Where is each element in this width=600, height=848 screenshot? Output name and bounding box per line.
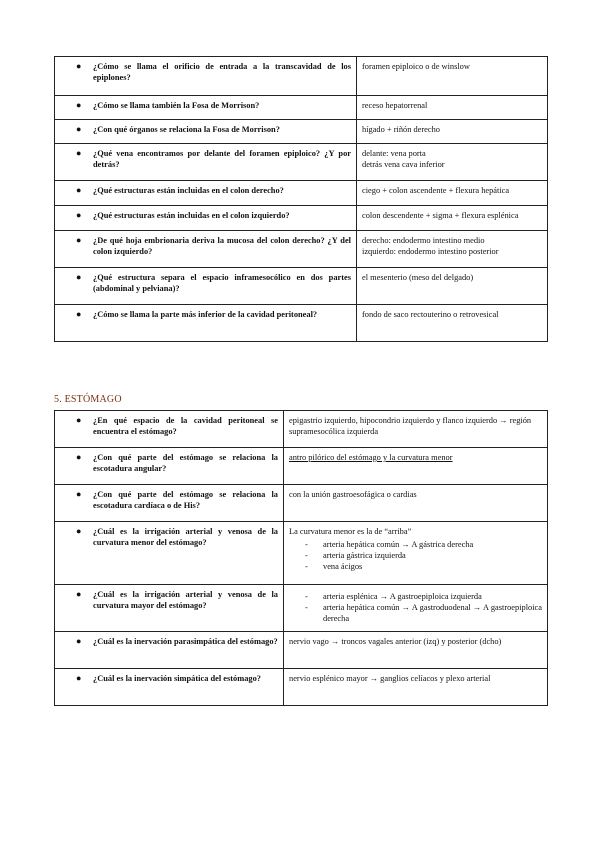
bullet-icon: ●	[76, 272, 82, 282]
anatomy-qa-table-stomach	[54, 410, 548, 706]
table-row	[55, 144, 548, 181]
question-cell: ● ¿Cuál es la irrigación arterial y venosa de la curvatura menor del estómago?	[55, 522, 284, 585]
bullet-icon: ●	[76, 489, 82, 499]
answer-cell: nervio esplénico mayor → ganglios celíacos y plexo arterial	[284, 669, 548, 706]
question-cell: ● ¿Qué vena encontramos por delante del foramen epiploico? ¿Y por detrás?	[55, 144, 357, 181]
question-cell: ● ¿Qué estructuras están incluidas en el colon izquierdo?	[55, 206, 357, 231]
table-row	[55, 120, 548, 144]
bullet-icon: ●	[76, 673, 82, 683]
bullet-icon: ●	[76, 100, 82, 110]
answer-cell: epigastrio izquierdo, hipocondrio izquierdo y flanco izquierdo → región supramesocólica izquierda	[284, 411, 548, 448]
question-cell: ● ¿Cuál es la inervación simpática del estómago?	[55, 669, 284, 706]
bullet-icon: ●	[76, 589, 82, 599]
bullet-icon: ●	[76, 185, 82, 195]
bullet-icon: ●	[76, 452, 82, 462]
table-row	[55, 448, 548, 485]
list-item: - vena ácigos	[323, 562, 542, 573]
question-cell: ● ¿Qué estructura separa el espacio inframesocólico en dos partes (abdominal y pelviana)?	[55, 268, 357, 305]
answer-cell: colon descendente + sigma + flexura esplénica	[357, 206, 548, 231]
answer-cell: nervio vago → troncos vagales anterior (izq) y posterior (dcho)	[284, 632, 548, 669]
bullet-icon: ●	[76, 61, 82, 71]
bullet-icon: ●	[76, 148, 82, 158]
table-row	[55, 522, 548, 585]
table-row	[55, 57, 548, 96]
list-item: - arteria esplénica → A gastroepiploica izquierda	[323, 592, 542, 603]
answer-cell: fondo de saco rectouterino o retrovesical	[357, 305, 548, 342]
table-row	[55, 231, 548, 268]
question-cell: ● ¿Cómo se llama el orificio de entrada a la transcavidad de los epiplones?	[55, 57, 357, 96]
bullet-icon: ●	[76, 124, 82, 134]
answer-cell: ciego + colon ascendente + flexura hepática	[357, 181, 548, 206]
bullet-icon: ●	[76, 415, 82, 425]
bullet-icon: ●	[76, 210, 82, 220]
answer-cell: hígado + riñón derecho	[357, 120, 548, 144]
question-cell: ● ¿Cómo se llama también la Fosa de Morrison?	[55, 96, 357, 120]
question-cell: ● ¿Con qué órganos se relaciona la Fosa de Morrison?	[55, 120, 357, 144]
answer-cell: el mesenterio (meso del delgado)	[357, 268, 548, 305]
answer-cell: delante: vena porta detrás vena cava inferior	[357, 144, 548, 181]
dash-list	[289, 592, 542, 625]
question-cell: ● ¿Cómo se llama la parte más inferior de la cavidad peritoneal?	[55, 305, 357, 342]
answer-cell: con la unión gastroesofágica o cardias	[284, 485, 548, 522]
table-row	[55, 585, 548, 632]
question-cell: ● ¿Con qué parte del estómago se relaciona la escotadura angular?	[55, 448, 284, 485]
answer-cell: foramen epiploico o de winslow	[357, 57, 548, 96]
table-row	[55, 96, 548, 120]
question-cell: ● ¿De qué hoja embrionaria deriva la mucosa del colon derecho? ¿Y del colon izquierdo?	[55, 231, 357, 268]
question-cell: ● ¿Cuál es la inervación parasimpática del estómago?	[55, 632, 284, 669]
answer-cell: La curvatura menor es la de “arriba” - arteria hepática común → A gástrica derecha - arteria gástrica izquierda - vena ácigos	[284, 522, 548, 585]
question-cell: ● ¿Qué estructuras están incluidas en el colon derecho?	[55, 181, 357, 206]
table-row	[55, 411, 548, 448]
table-row	[55, 485, 548, 522]
question-cell: ● ¿Con qué parte del estómago se relaciona la escotadura cardíaca o de His?	[55, 485, 284, 522]
table-row	[55, 669, 548, 706]
question-cell: ● ¿En qué espacio de la cavidad peritoneal se encuentra el estómago?	[55, 411, 284, 448]
list-item: - arteria hepática común → A gástrica derecha	[323, 540, 542, 551]
anatomy-qa-table-peritoneum	[54, 56, 548, 342]
answer-cell: antro pilórico del estómago y la curvatura menor	[284, 448, 548, 485]
answer-cell	[284, 585, 548, 632]
answer-cell: derecho: endodermo intestino medio izquierdo: endodermo intestino posterior	[357, 231, 548, 268]
question-cell: ● ¿Cuál es la irrigación arterial y venosa de la curvatura mayor del estómago?	[55, 585, 284, 632]
table-row	[55, 206, 548, 231]
list-item: - arteria hepática común → A gastroduodenal → A gastroepiploica derecha	[323, 603, 542, 625]
bullet-icon: ●	[76, 235, 82, 245]
table-row	[55, 305, 548, 342]
bullet-icon: ●	[76, 309, 82, 319]
bullet-icon: ●	[76, 526, 82, 536]
bullet-icon: ●	[76, 636, 82, 646]
answer-cell: receso hepatorrenal	[357, 96, 548, 120]
table-row	[55, 181, 548, 206]
dash-list	[289, 540, 542, 573]
table-row	[55, 632, 548, 669]
table-row	[55, 268, 548, 305]
section-heading: 5. ESTÓMAGO	[54, 394, 122, 405]
list-item: - arteria gástrica izquierda	[323, 551, 542, 562]
